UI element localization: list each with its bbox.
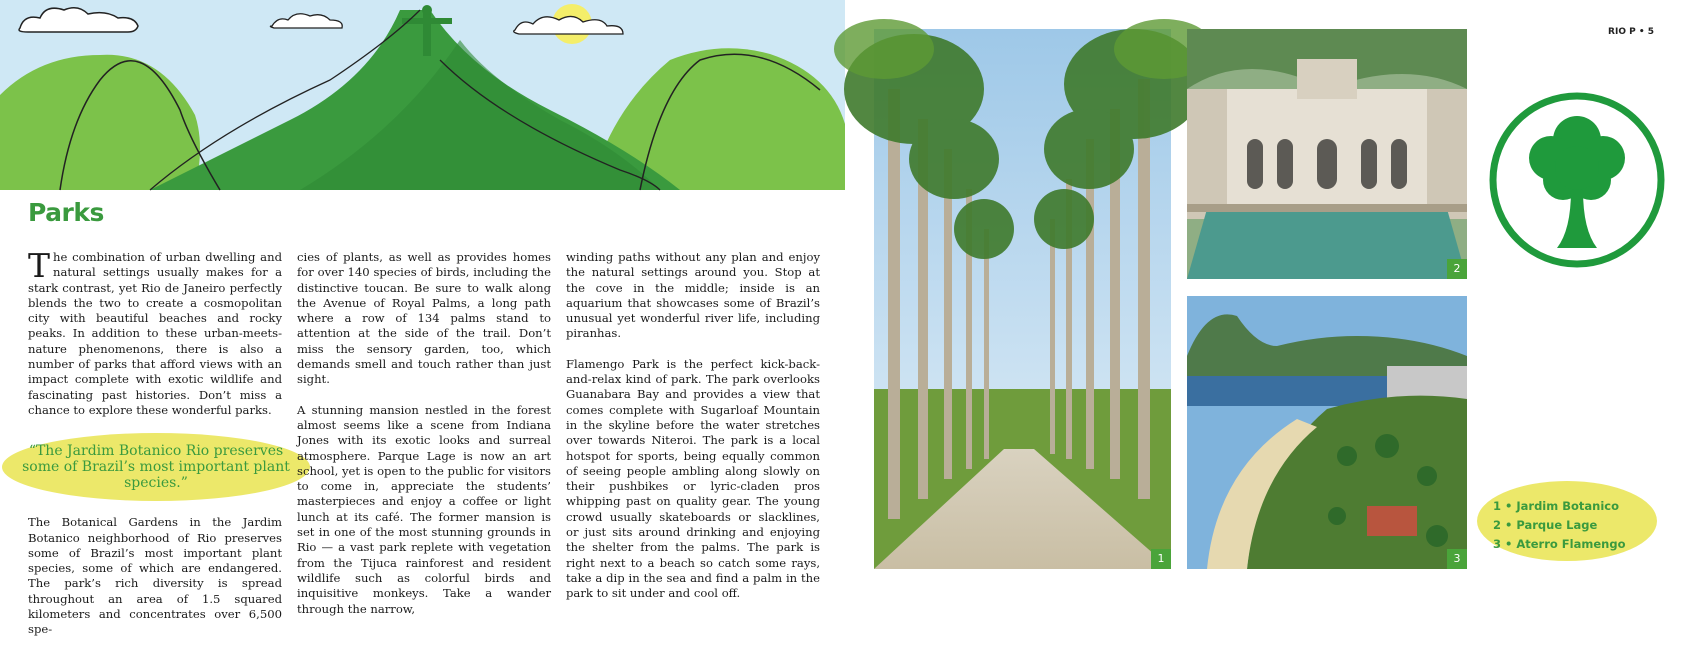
text-column-3 bbox=[566, 250, 820, 617]
body-paragraph: The Botanical Gardens in the Jardim Botanico neighborhood of Rio preserves some of Brazil’s most important plant species, some of which are endangered. The park’s rich diversity is spread throughout an area of 1.5 squared kilometers and concentrates over 6,500 spe- bbox=[28, 515, 282, 637]
text-column-2 bbox=[297, 250, 551, 632]
rio-skyline-illustration bbox=[0, 0, 845, 190]
page-title: Parks bbox=[28, 198, 104, 227]
body-paragraph: cies of plants, as well as provides homes for over 140 species of birds, including the distinctive toucan. Be sure to walk along the Avenue of Royal Palms, a long path where a row of 134 palms stand to attention at the side of the trail. Don’t miss the sensory garden, too, which demands smell and touch rather than just sight. bbox=[297, 250, 551, 387]
photo-parque-lage bbox=[1187, 29, 1467, 279]
photo-palm-avenue bbox=[874, 29, 1171, 569]
left-page bbox=[0, 0, 845, 637]
photo-badge: 1 bbox=[1151, 549, 1171, 569]
legend-item: 3 • Aterro Flamengo bbox=[1493, 537, 1626, 551]
body-paragraph: Flamengo Park is the perfect kick-back-and-relax kind of park. The park overlooks Guanabara Bay and provides a view that comes complete with Sugarloaf Mountain in the skyline before the water stretches over towards Niteroi. The park is a local hotspot for sports, being equally common of seeing people ambling along slowly on their pushbikes or lyric-claden pros whipping past on quality gear. The young crowd usually skateboards or slacklines, or just sits around drinking and enjoying the shelter from the palms. The park is right next to a beach so catch some rays, take a dip in the sea and find a palm in the park to sit under and cool off. bbox=[566, 356, 820, 601]
legend-item: 1 • Jardim Botanico bbox=[1493, 499, 1620, 513]
body-paragraph: winding paths without any plan and enjoy the natural settings around you. Stop at the cove in the middle; inside is an aquarium that showcases some of Brazil’s unusual yet wonderful river life, including piranhas. bbox=[566, 250, 820, 341]
body-paragraph: A stunning mansion nestled in the forest almost seems like a scene from Indiana Jones with its exotic looks and surreal atmosphere. Parque Lage is now an art school, yet is open to the public for visitors to come in, appreciate the students’ masterpieces and enjoy a coffee or light lunch at its café. The former mansion is set in one of the most stunning grounds in Rio — a vast park replete with vegetation from the Tijuca rainforest and resident wildlife such as colorful birds and inquisitive monkeys. Take a wander through the narrow, bbox=[297, 402, 551, 616]
photo-badge: 3 bbox=[1447, 549, 1467, 569]
drop-cap: T bbox=[28, 246, 51, 285]
photo-legend bbox=[1477, 481, 1657, 561]
right-page bbox=[845, 0, 1684, 595]
page-number: RIO P • 5 bbox=[1608, 27, 1654, 37]
pull-quote: “The Jardim Botanico Rio preserves some of Brazil’s most important plant species.” bbox=[2, 433, 310, 501]
text-column-1 bbox=[22, 246, 290, 653]
photo-badge: 2 bbox=[1447, 259, 1467, 279]
intro-paragraph: The combination of urban dwelling and natural settings usually makes for a stark contrast, yet Rio de Janeiro perfectly blends the two to create a cosmopolitan city with beautiful beaches and rocky peaks. In addition to these urban-meets-nature phenomenons, there is also a number of parks that afford views with an impact complete with exotic wildlife and fascinating past histories. Don’t miss a chance to explore these wonderful parks. bbox=[28, 246, 282, 417]
photo-aterro-flamengo bbox=[1187, 296, 1467, 569]
legend-item: 2 • Parque Lage bbox=[1493, 518, 1598, 532]
tree-icon bbox=[1487, 90, 1667, 270]
